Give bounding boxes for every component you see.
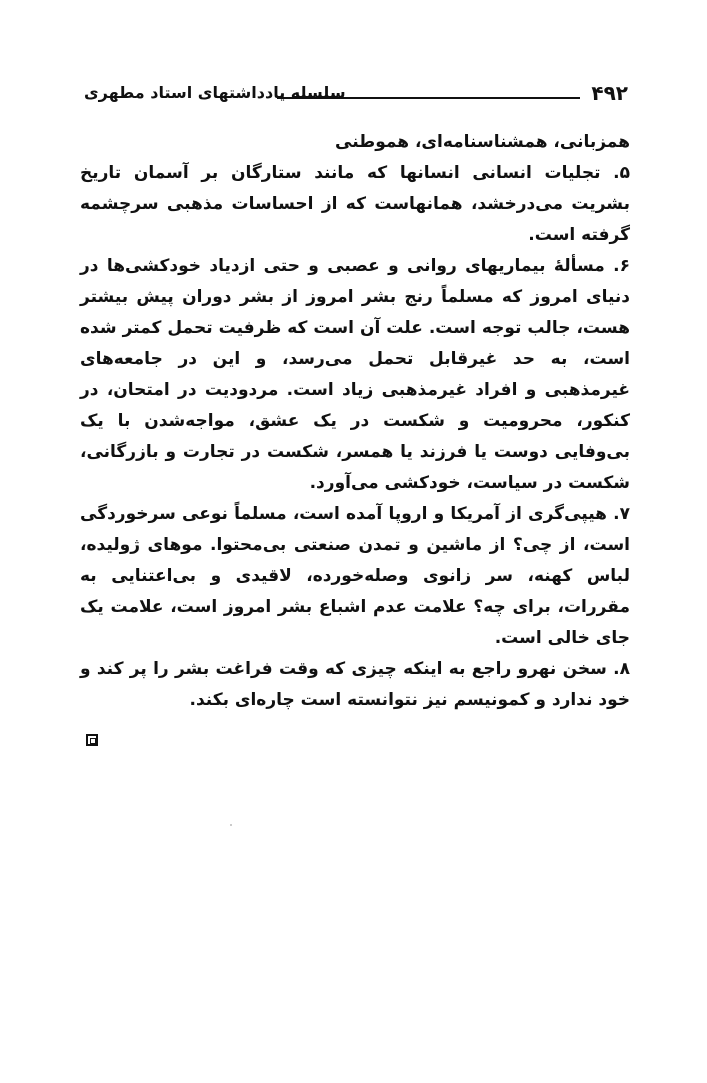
paragraph-item-6: ۶. مسألهٔ بیماریهای روانی و عصبی و حتی ازدیاد خودکشی‌ها در دنیای امروز که مسلماً رنج بشر امروز از بشر دوران پیش بیشتر هست، جالب توجه است. علت آن است که ظرفیت تحمل کمتر شده است، به حد غیرقابل تحمل می‌رسد، و این در جامعه‌های غیرمذهبی و افراد غیرمذهبی زیاد است. مردودیت در امتحان، در کنکور، محرومیت و شکست در یک عشق، مواجه‌شدن با یک بی‌وفایی دوست یا فرزند یا همسر، شکست در تجارت و بازرگانی، شکست در سیاست، خودکشی می‌آورد. (80, 256, 630, 493)
page-number: ۴۹۲ (591, 81, 628, 105)
paragraph-item-5: ۵. تجلیات انسانی انسانها که مانند ستارگان بر آسمان تاریخ بشریت می‌درخشد، همانهاست که از احساسات مذهبی سرچشمه گرفته است. (80, 163, 630, 245)
page-header (84, 80, 628, 108)
paragraph-item-8: ۸. سخن نهرو راجع به اینکه چیزی که وقت فراغت بشر را پر کند و خود ندارد و کمونیسم نیز نتوانسته است چاره‌ای بکند. (80, 659, 630, 710)
running-title: سلسله یادداشتهای استاد مطهری (84, 83, 346, 102)
paragraph-continuation: همزبانی، همشناسنامه‌ای، هموطنی (335, 132, 630, 152)
paragraph-item-7: ۷. هیپی‌گری از آمریکا و اروپا آمده است، مسلماً نوعی سرخوردگی است، از چی؟ از ماشین و تمدن صنعتی بی‌محتوا. موهای ژولیده، لباس کهنه، سر زانوی وصله‌خورده، لاقیدی و بی‌اعتنایی به مقررات، برای چه؟ علامت عدم اشباع بشر امروز است، علامت یک جای خالی است. (80, 504, 630, 648)
body-text (80, 127, 630, 716)
end-of-section-square-icon (86, 734, 98, 746)
paper-speck (230, 824, 232, 826)
